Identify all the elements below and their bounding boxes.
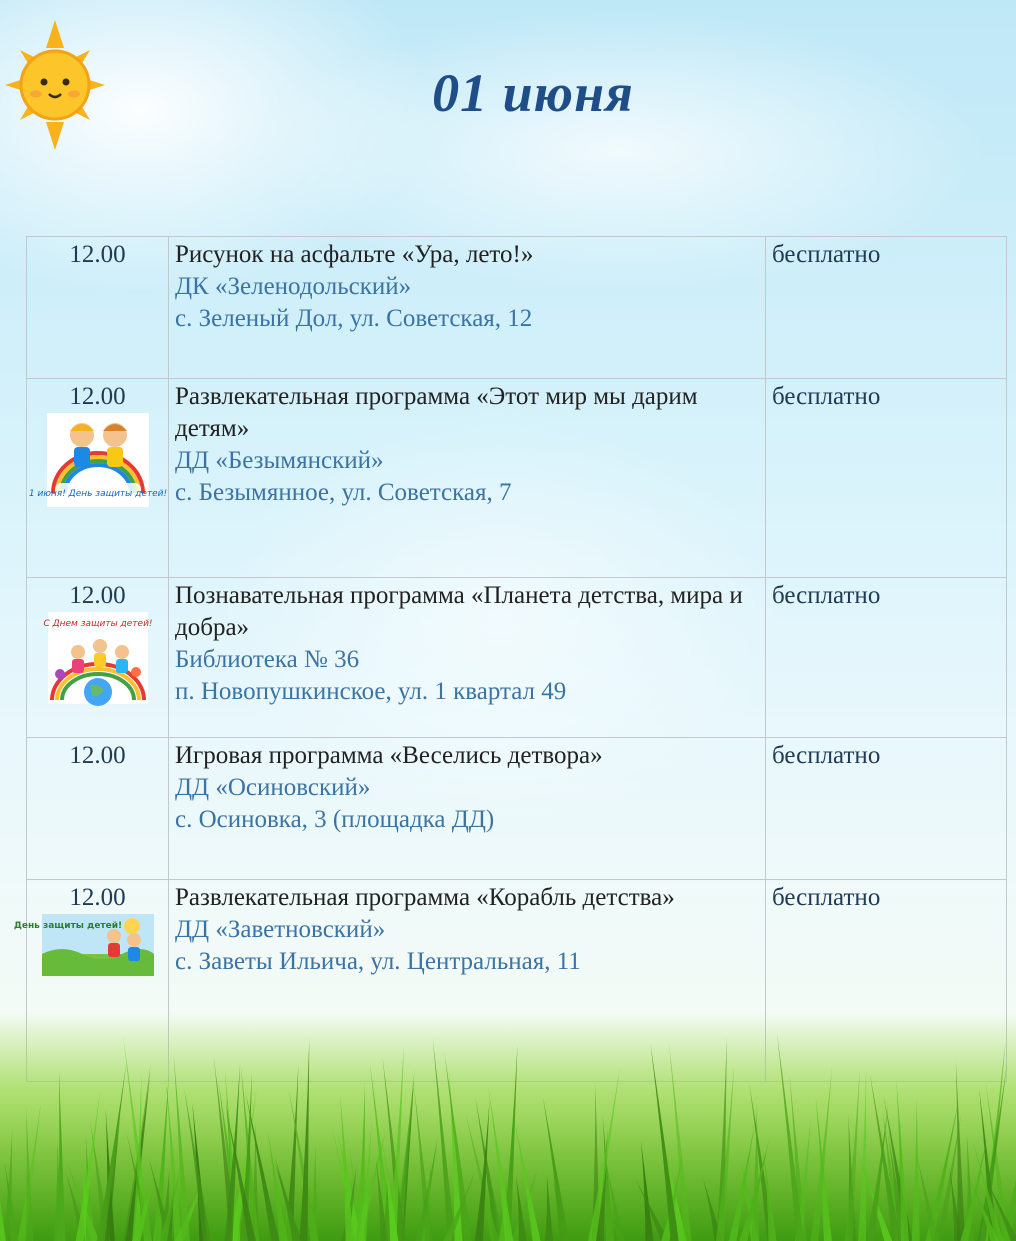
- event-title: Игровая программа «Веселись детвора»: [175, 742, 603, 769]
- event-title: Развлекательная программа «Корабль детства»: [175, 884, 675, 911]
- event-description: [169, 379, 766, 578]
- event-time: 12.00: [69, 884, 126, 911]
- event-venue: ДД «Безымянский»: [175, 447, 384, 474]
- children-day-picture: [28, 413, 167, 507]
- table-row: [27, 237, 1007, 379]
- children-day-picture: [42, 612, 153, 704]
- event-title: Познавательная программа «Планета детства, мира и добра»: [175, 582, 743, 641]
- event-venue: ДК «Зеленодольский»: [175, 273, 412, 300]
- children-day-picture: [13, 914, 154, 976]
- event-price: бесплатно: [766, 880, 1007, 1082]
- table-row: [27, 379, 1007, 578]
- event-price: бесплатно: [766, 738, 1007, 880]
- event-time: 12.00: [27, 237, 169, 379]
- event-time-cell: [27, 379, 169, 578]
- badge-text: С Днем защиты детей!: [42, 619, 153, 629]
- event-title: Развлекательная программа «Этот мир мы дарим детям»: [175, 383, 698, 442]
- event-time-cell: [27, 578, 169, 738]
- event-venue: ДД «Заветновский»: [175, 916, 386, 943]
- badge-text: День защиты детей!: [13, 921, 122, 931]
- event-title: Рисунок на асфальте «Ура, лето!»: [175, 241, 534, 268]
- table-row: [27, 578, 1007, 738]
- table-row: [27, 738, 1007, 880]
- event-address: с. Заветы Ильича, ул. Центральная, 11: [175, 948, 581, 975]
- event-time: 12.00: [69, 582, 126, 609]
- event-price: бесплатно: [766, 237, 1007, 379]
- event-address: с. Безымянное, ул. Советская, 7: [175, 479, 512, 506]
- event-time: 12.00: [69, 383, 126, 410]
- event-time: 12.00: [27, 738, 169, 880]
- page-title: 01 июня: [432, 63, 634, 123]
- event-description: [169, 578, 766, 738]
- event-address: п. Новопушкинское, ул. 1 квартал 49: [175, 678, 567, 705]
- event-description: [169, 237, 766, 379]
- grass-decoration: [0, 1011, 1016, 1241]
- event-description: [169, 738, 766, 880]
- event-venue: ДД «Осиновский»: [175, 774, 371, 801]
- event-price: бесплатно: [766, 379, 1007, 578]
- event-address: с. Осиновка, 3 (площадка ДД): [175, 806, 495, 833]
- event-price: бесплатно: [766, 578, 1007, 738]
- event-address: с. Зеленый Дол, ул. Советская, 12: [175, 305, 533, 332]
- badge-text: 1 июня! День защиты детей!: [28, 489, 167, 499]
- events-table: [13, 236, 1007, 1082]
- event-venue: Библиотека № 36: [175, 646, 360, 673]
